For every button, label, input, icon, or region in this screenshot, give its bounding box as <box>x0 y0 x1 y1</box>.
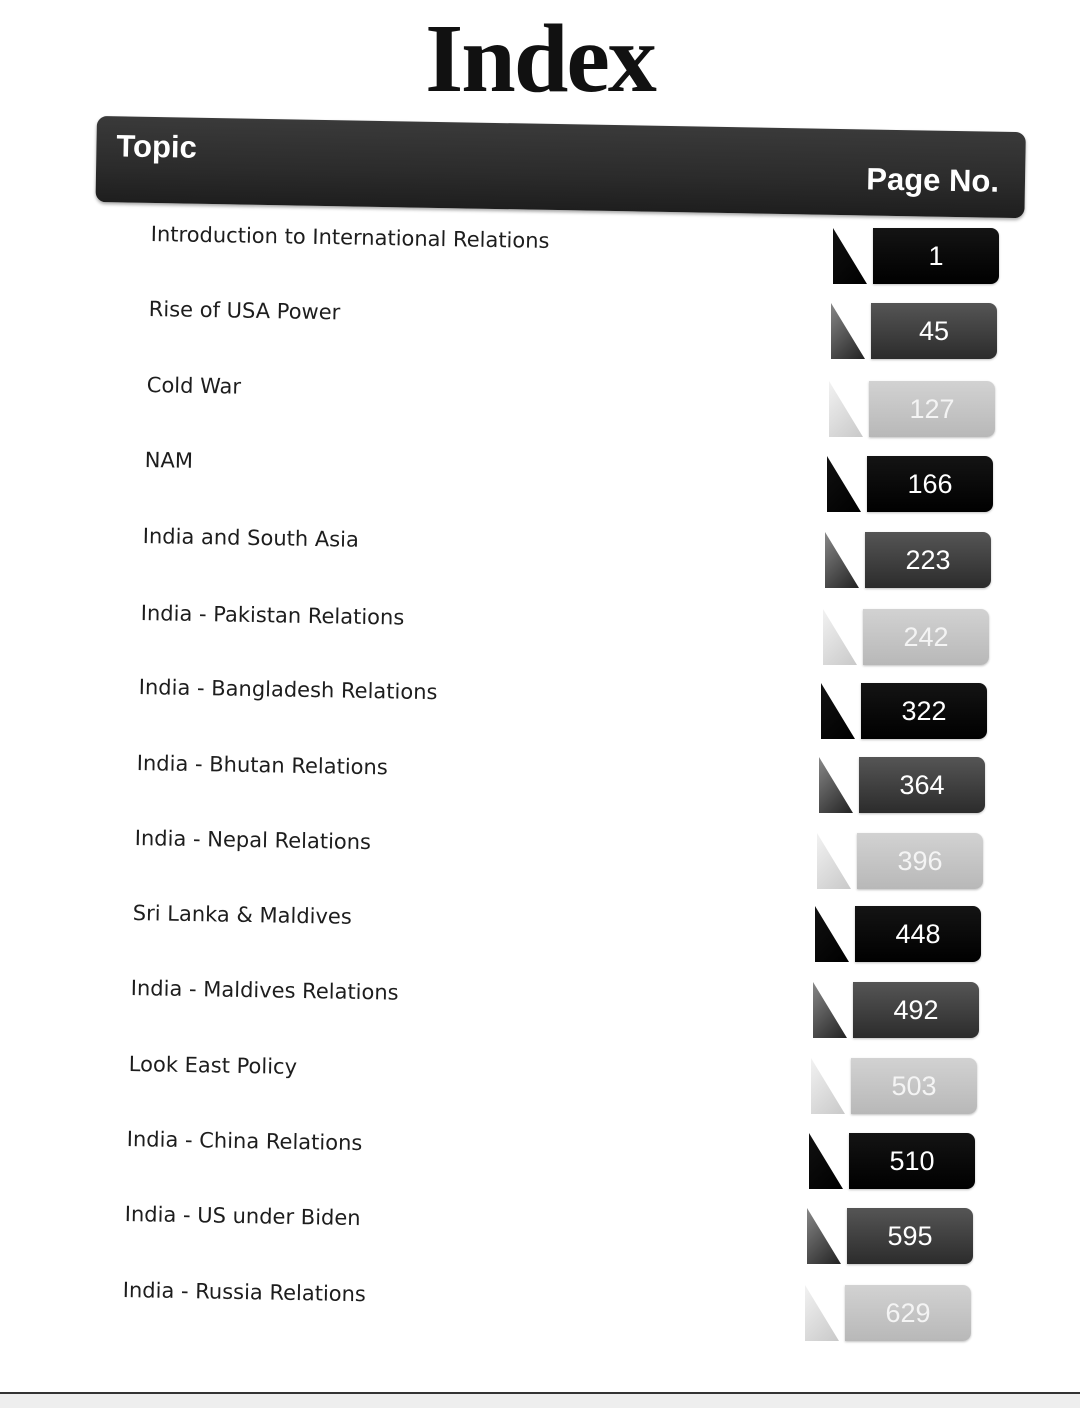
index-entry[interactable] <box>0 675 1080 735</box>
index-entry[interactable] <box>0 1202 1080 1262</box>
page-number-box: 223 <box>865 532 991 588</box>
entry-topic: India - Bhutan Relations <box>136 751 388 780</box>
entry-topic: Sri Lanka & Maldives <box>132 901 352 929</box>
entry-topic: India - Nepal Relations <box>134 826 372 855</box>
page-number-box: 492 <box>853 982 979 1038</box>
index-entry[interactable] <box>0 1052 1080 1112</box>
page-tab-triangle <box>807 1208 841 1264</box>
page-tab-triangle <box>823 609 857 665</box>
page-number-box: 127 <box>869 381 995 437</box>
page-tab-triangle <box>831 303 865 359</box>
entry-topic: Introduction to International Relations <box>150 222 550 253</box>
page-tab-triangle <box>829 381 863 437</box>
entry-topic: India - Russia Relations <box>122 1278 367 1307</box>
index-entry[interactable] <box>0 1127 1080 1187</box>
index-entry[interactable] <box>0 601 1080 661</box>
page-tab-triangle <box>805 1285 839 1341</box>
index-entry[interactable] <box>0 373 1080 433</box>
entry-topic: India - Pakistan Relations <box>140 601 405 630</box>
page-number-box: 45 <box>871 303 997 359</box>
entry-topic: India - Maldives Relations <box>130 976 399 1005</box>
page-number-box: 166 <box>867 456 993 512</box>
entry-topic: NAM <box>144 448 194 473</box>
entry-topic: India - Bangladesh Relations <box>138 675 438 705</box>
page-tab-triangle <box>817 833 851 889</box>
index-header-bar <box>95 116 1025 218</box>
index-entry[interactable] <box>0 901 1080 961</box>
page-number-box: 242 <box>863 609 989 665</box>
page-tab-triangle <box>819 757 853 813</box>
index-entry[interactable] <box>0 524 1080 584</box>
page-number-box: 1 <box>873 228 999 284</box>
entry-topic: Cold War <box>146 373 242 399</box>
page-number-box: 503 <box>851 1058 977 1114</box>
scan-margin <box>0 1394 1080 1408</box>
page-tab-triangle <box>813 982 847 1038</box>
index-entry[interactable] <box>0 448 1080 508</box>
index-entry[interactable] <box>0 297 1080 357</box>
index-entry[interactable] <box>0 1278 1080 1338</box>
entry-topic: Rise of USA Power <box>148 297 341 325</box>
page-number-box: 448 <box>855 906 981 962</box>
page-tab-triangle <box>815 906 849 962</box>
index-entry[interactable] <box>0 751 1080 811</box>
index-entry[interactable] <box>0 976 1080 1036</box>
page-tab-triangle <box>825 532 859 588</box>
page-number-box: 364 <box>859 757 985 813</box>
page-tab-triangle <box>833 228 867 284</box>
entry-topic: Look East Policy <box>128 1052 298 1079</box>
page-number-box: 595 <box>847 1208 973 1264</box>
page-tab-triangle <box>809 1133 843 1189</box>
entry-topic: India - China Relations <box>126 1127 363 1156</box>
index-entry[interactable] <box>0 826 1080 886</box>
entry-topic: India - US under Biden <box>124 1202 361 1231</box>
page-tab-triangle <box>827 456 861 512</box>
page-number-box: 322 <box>861 683 987 739</box>
page-tab-triangle <box>811 1058 845 1114</box>
topic-column-header: Topic <box>116 128 198 165</box>
page-tab-triangle <box>821 683 855 739</box>
page-number-box: 510 <box>849 1133 975 1189</box>
page-number-box: 396 <box>857 833 983 889</box>
entry-topic: India and South Asia <box>142 524 360 552</box>
page-title: Index <box>425 5 655 113</box>
page-number-column-header: Page No. <box>866 161 1000 199</box>
index-entry[interactable] <box>0 222 1080 282</box>
page-number-box: 629 <box>845 1285 971 1341</box>
